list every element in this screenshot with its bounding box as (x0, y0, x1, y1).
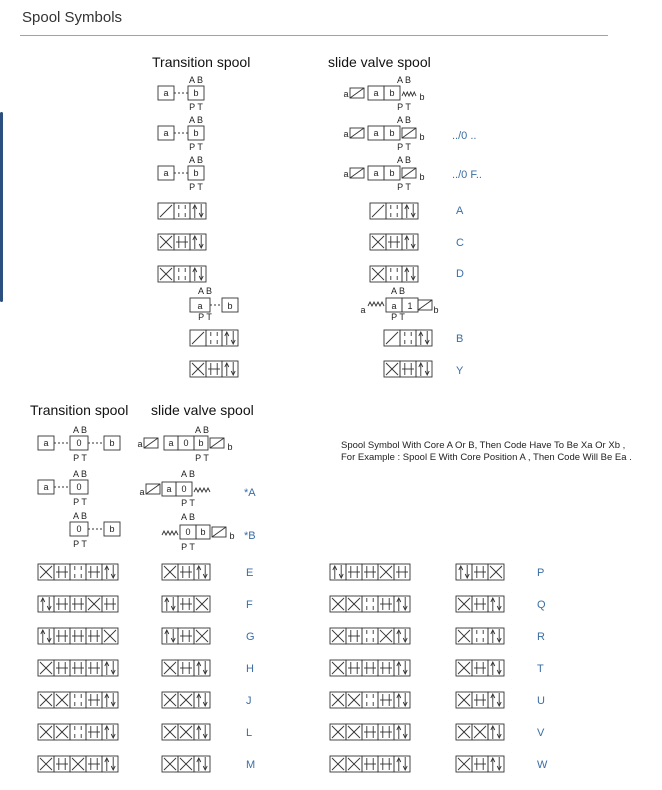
symbol-label: a (373, 168, 379, 178)
spool-cell (102, 564, 118, 580)
symbol-line (402, 128, 416, 138)
symbol-label: a (166, 484, 172, 494)
spool-cell (416, 330, 432, 346)
top-slide-heading: slide valve spool (328, 54, 431, 70)
port-labels-top: A B (188, 75, 204, 85)
code-label: H (246, 663, 254, 675)
port-labels-bottom: P T (391, 312, 405, 322)
port-labels-top: A B (396, 155, 412, 165)
symbol-label: 0 (181, 484, 187, 494)
symbol-label: b (419, 172, 425, 182)
symbol-label: b (198, 438, 204, 448)
spool-cell (488, 756, 504, 772)
symbol-label: b (227, 301, 233, 311)
spool-cell (394, 756, 410, 772)
port-labels-bottom: P T (189, 102, 203, 112)
spring-symbol (194, 488, 210, 492)
spool-cell (194, 724, 210, 740)
code-label: V (537, 727, 545, 739)
spool-cell (194, 692, 210, 708)
code-label: B (456, 333, 464, 345)
symbol-label: b (200, 527, 206, 537)
port-labels-top: A B (72, 425, 88, 435)
symbol-label: b (389, 128, 395, 138)
symbol-label: 0 (76, 438, 82, 448)
spool-cell (488, 692, 504, 708)
symbol-line (192, 332, 204, 344)
spool-cell (174, 266, 190, 282)
code-label: R (537, 631, 545, 643)
code-label: D (456, 268, 464, 280)
port-labels-top: A B (72, 469, 88, 479)
port-labels-top: A B (197, 286, 213, 296)
symbol-label: a (373, 128, 379, 138)
port-labels-bottom: P T (397, 142, 411, 152)
port-labels-top: A B (72, 511, 88, 521)
spool-cell (394, 596, 410, 612)
spool-cell (362, 596, 378, 612)
spool-cell (102, 756, 118, 772)
spool-cell (102, 692, 118, 708)
code-label: J (246, 695, 252, 707)
symbol-label: a (43, 482, 49, 492)
port-labels-bottom: P T (181, 542, 195, 552)
port-labels-bottom: P T (181, 498, 195, 508)
symbol-line (350, 128, 364, 138)
port-labels-top: A B (188, 155, 204, 165)
port-labels-bottom: P T (73, 453, 87, 463)
spool-cell (402, 203, 418, 219)
spool-cell (190, 266, 206, 282)
code-label: P (537, 567, 545, 579)
port-labels-bottom: P T (198, 312, 212, 322)
code-label: ../0 .. (452, 130, 477, 142)
bottom-transition-heading: Transition spool (30, 402, 129, 418)
spool-cell (386, 266, 402, 282)
spool-cell (472, 628, 488, 644)
code-label: E (246, 567, 254, 579)
spool-cell (330, 564, 346, 580)
spool-cell (488, 724, 504, 740)
code-label: A (456, 205, 464, 217)
spool-cell (402, 266, 418, 282)
port-labels-bottom: P T (73, 539, 87, 549)
port-labels-top: A B (180, 469, 196, 479)
symbol-label: b (109, 438, 115, 448)
spool-cell (162, 596, 178, 612)
top-transition-heading: Transition spool (152, 54, 251, 70)
code-label: U (537, 695, 545, 707)
port-labels-top: A B (390, 286, 406, 296)
symbol-line (144, 438, 158, 448)
spool-cell (70, 564, 86, 580)
symbol-label: a (163, 88, 169, 98)
spool-cell (488, 660, 504, 676)
spool-cell (362, 692, 378, 708)
spool-cell (394, 628, 410, 644)
spool-cell (102, 660, 118, 676)
code-label: Y (456, 365, 464, 377)
spring-symbol (368, 302, 384, 306)
code-label: Q (537, 599, 546, 611)
spool-cell (194, 564, 210, 580)
code-label: W (537, 759, 548, 771)
symbol-line (418, 300, 432, 310)
spool-cell (402, 234, 418, 250)
symbol-label: a (43, 438, 49, 448)
symbol-line (210, 438, 224, 448)
port-labels-top: A B (180, 512, 196, 522)
symbol-label: b (433, 305, 439, 315)
symbol-label: a (163, 128, 169, 138)
symbol-label: 0 (183, 438, 189, 448)
port-labels-top: A B (194, 425, 210, 435)
spool-cell (194, 660, 210, 676)
symbol-label: a (137, 439, 143, 449)
code-label: C (456, 237, 464, 249)
symbol-label: a (168, 438, 174, 448)
symbol-label: b (193, 88, 199, 98)
symbol-line (146, 484, 160, 494)
note-line-1: Spool Symbol With Core A Or B, Then Code Have To Be Xa Or Xb , (341, 440, 626, 451)
port-labels-top: A B (396, 75, 412, 85)
spool-cell (190, 203, 206, 219)
spool-cell (38, 596, 54, 612)
symbol-line (350, 88, 364, 98)
spool-cell (206, 330, 222, 346)
spool-cell (70, 724, 86, 740)
symbol-label: 0 (76, 524, 82, 534)
spring-symbol (162, 531, 178, 535)
code-label: M (246, 759, 256, 771)
symbol-label: b (389, 168, 395, 178)
port-labels-bottom: P T (397, 102, 411, 112)
code-label: T (537, 663, 544, 675)
code-label: ../0 F.. (452, 169, 482, 181)
spool-cell (102, 724, 118, 740)
spool-cell (456, 564, 472, 580)
spring-symbol (402, 92, 416, 96)
symbol-label: a (163, 168, 169, 178)
code-label: *A (244, 487, 256, 499)
symbol-line (372, 205, 384, 217)
symbol-label: a (343, 89, 349, 99)
spool-cell (194, 756, 210, 772)
symbol-label: b (389, 88, 395, 98)
symbol-line (212, 527, 226, 537)
symbol-label: b (227, 442, 233, 452)
port-labels-top: A B (396, 115, 412, 125)
port-labels-top: A B (188, 115, 204, 125)
code-label: L (246, 727, 253, 739)
spool-cell (394, 692, 410, 708)
spool-cell (416, 361, 432, 377)
port-labels-bottom: P T (195, 453, 209, 463)
code-label: G (246, 631, 255, 643)
port-labels-bottom: P T (189, 142, 203, 152)
spool-cell (174, 203, 190, 219)
spool-cell (400, 330, 416, 346)
spool-cell (222, 330, 238, 346)
code-label: F (246, 599, 253, 611)
symbol-label: b (229, 531, 235, 541)
symbol-label: b (193, 168, 199, 178)
symbol-label: 0 (76, 482, 82, 492)
code-label: *B (244, 530, 256, 542)
port-labels-bottom: P T (397, 182, 411, 192)
symbol-label: b (193, 128, 199, 138)
note-line-2: For Example : Spool E With Core Position A , Then Code Will Be Ea . (341, 452, 632, 463)
symbol-label: b (109, 524, 115, 534)
symbol-label: b (419, 92, 425, 102)
symbol-label: 0 (185, 527, 191, 537)
spool-cell (362, 628, 378, 644)
spool-cell (70, 692, 86, 708)
symbol-label: b (419, 132, 425, 142)
spool-cell (222, 361, 238, 377)
symbol-line (402, 168, 416, 178)
symbol-line (160, 205, 172, 217)
spool-cell (488, 628, 504, 644)
symbol-line (350, 168, 364, 178)
symbol-label: a (373, 88, 379, 98)
symbol-label: a (391, 301, 397, 311)
spool-cell (488, 596, 504, 612)
page-title: Spool Symbols (22, 9, 123, 26)
symbol-label: a (197, 301, 203, 311)
port-labels-bottom: P T (189, 182, 203, 192)
spool-cell (386, 203, 402, 219)
bottom-slide-heading: slide valve spool (151, 402, 254, 418)
symbol-line (386, 332, 398, 344)
symbol-label: a (360, 305, 366, 315)
spool-cell (190, 234, 206, 250)
symbol-label: 1 (407, 301, 413, 311)
symbol-label: a (343, 129, 349, 139)
symbol-label: a (343, 169, 349, 179)
spool-cell (394, 724, 410, 740)
symbol-label: a (139, 487, 145, 497)
port-labels-bottom: P T (73, 497, 87, 507)
spool-cell (38, 628, 54, 644)
spool-cell (162, 628, 178, 644)
spool-cell (394, 660, 410, 676)
